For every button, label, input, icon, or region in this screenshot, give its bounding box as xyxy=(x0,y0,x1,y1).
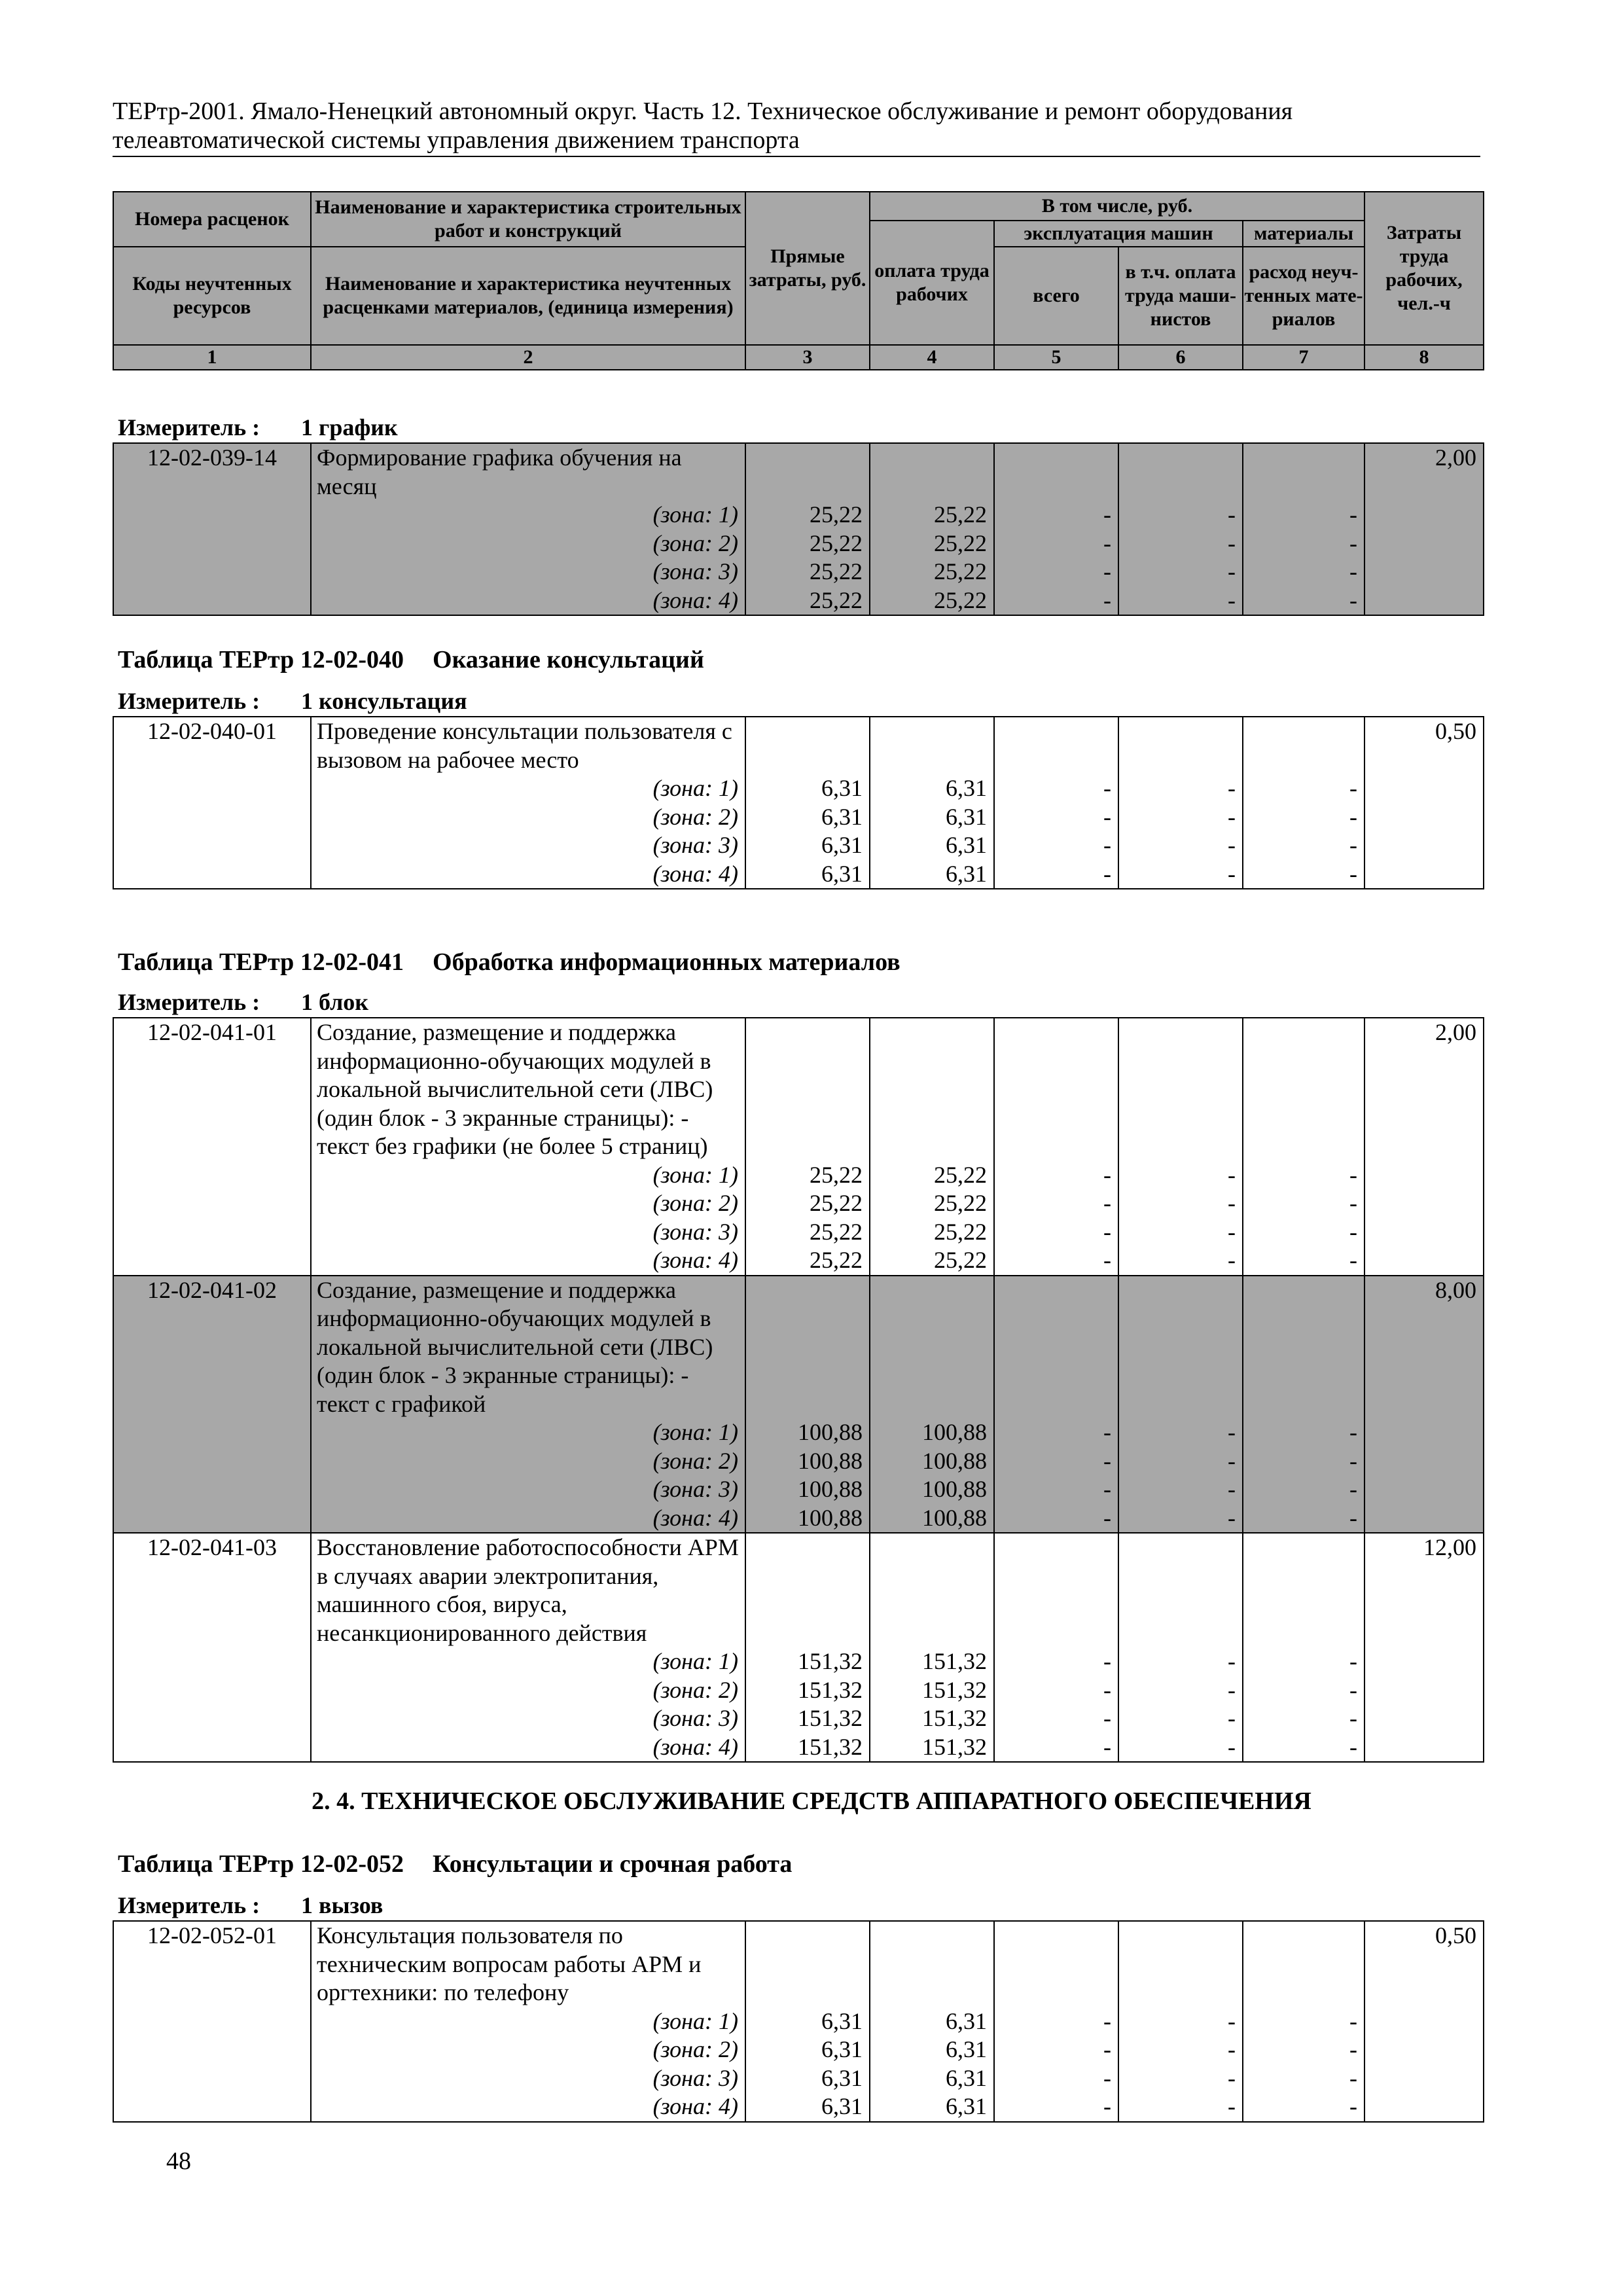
dash-value: - xyxy=(1228,1733,1236,1760)
value-cell xyxy=(1118,717,1243,889)
table-title-name: Оказание консультаций xyxy=(433,646,704,673)
labor-pay-value: 151,32 xyxy=(922,1676,987,1703)
value-cell xyxy=(994,1276,1118,1534)
labor-hours: 2,00 xyxy=(1364,1018,1484,1276)
labor-hours: 8,00 xyxy=(1364,1276,1484,1534)
value-cell xyxy=(745,1276,870,1534)
dash-value: - xyxy=(1228,1190,1236,1216)
rate-description xyxy=(311,1921,745,2122)
direct-cost-value: 6,31 xyxy=(821,2093,863,2119)
direct-cost-value: 25,22 xyxy=(810,1218,863,1245)
measure-label: Измеритель : xyxy=(118,414,260,440)
dash-value: - xyxy=(1228,2064,1236,2091)
direct-cost-value: 25,22 xyxy=(810,1190,863,1216)
labor-pay-value: 100,88 xyxy=(922,1447,987,1474)
value-cell xyxy=(870,1018,994,1276)
dash-value: - xyxy=(1103,1476,1111,1502)
description-text: Проведение консультации пользователя с вызовом на рабочее место xyxy=(317,718,732,773)
dash-value: - xyxy=(1103,803,1111,830)
dash-value: - xyxy=(1349,1476,1357,1502)
dash-value: - xyxy=(1228,529,1236,556)
dash-value: - xyxy=(1228,1676,1236,1703)
labor-pay-value: 25,22 xyxy=(934,1247,987,1273)
col4-header: оплата труда рабочих xyxy=(870,221,994,345)
labor-pay-value: 25,22 xyxy=(934,1161,987,1188)
labor-pay-value: 25,22 xyxy=(934,586,987,613)
value-cell xyxy=(994,1533,1118,1762)
rate-description xyxy=(311,1018,745,1276)
measure-value: 1 вызов xyxy=(301,1892,383,1918)
rate-description xyxy=(311,717,745,889)
value-cell xyxy=(1118,1921,1243,2122)
labor-pay-value: 25,22 xyxy=(934,529,987,556)
table-title-code: Таблица ТЕРтр 12-02-040 xyxy=(118,646,404,673)
dash-value: - xyxy=(1228,2007,1236,2034)
dash-value: - xyxy=(1349,1705,1357,1731)
zone-label: (зона: 4) xyxy=(652,860,738,887)
table-title xyxy=(118,1850,792,1878)
direct-cost-value: 100,88 xyxy=(798,1419,863,1445)
col7-header: расход неуч-тенных мате-риалов xyxy=(1243,247,1364,345)
measure-label: Измеритель : xyxy=(118,989,260,1015)
measure-label: Измеритель : xyxy=(118,1892,260,1918)
rate-code: 12-02-041-03 xyxy=(113,1533,311,1762)
labor-pay-value: 6,31 xyxy=(946,860,987,887)
labor-pay-value: 6,31 xyxy=(946,2036,987,2062)
dash-value: - xyxy=(1349,803,1357,830)
dash-value: - xyxy=(1349,2093,1357,2119)
col2-header-a: Наименование и характеристика строительных работ и конструкций xyxy=(311,192,745,247)
rate-description xyxy=(311,1276,745,1534)
zone-label: (зона: 2) xyxy=(652,529,738,556)
value-cell xyxy=(870,1276,994,1534)
table-title xyxy=(118,948,901,977)
dash-value: - xyxy=(1228,1705,1236,1731)
header-line-2: телеавтоматической системы управления движением транспорта xyxy=(113,126,800,154)
value-cell xyxy=(1243,1276,1364,1534)
value-cell xyxy=(1243,443,1364,615)
dash-value: - xyxy=(1103,1247,1111,1273)
zone-label: (зона: 2) xyxy=(652,803,738,830)
value-cell xyxy=(745,1018,870,1276)
zone-label: (зона: 1) xyxy=(652,775,738,801)
dash-value: - xyxy=(1349,586,1357,613)
rates-table xyxy=(113,1920,1484,2123)
table-row xyxy=(113,1533,1484,1762)
rates-table xyxy=(113,442,1484,616)
dash-value: - xyxy=(1228,1419,1236,1445)
rate-code: 12-02-041-01 xyxy=(113,1018,311,1276)
dash-value: - xyxy=(1103,832,1111,858)
header-line-1: ТЕРтр-2001. Ямало-Ненецкий автономный округ. Часть 12. Техническое обслуживание и ремонт оборудования xyxy=(113,98,1293,125)
direct-cost-value: 25,22 xyxy=(810,558,863,584)
dash-value: - xyxy=(1349,529,1357,556)
rate-code: 12-02-039-14 xyxy=(113,443,311,615)
zone-label: (зона: 3) xyxy=(652,1476,738,1502)
dash-value: - xyxy=(1228,2093,1236,2119)
dash-value: - xyxy=(1103,1161,1111,1188)
dash-value: - xyxy=(1228,1247,1236,1273)
dash-value: - xyxy=(1103,2007,1111,2034)
dash-value: - xyxy=(1103,1733,1111,1760)
description-text: Создание, размещение и поддержка информационно-обучающих модулей в локальной вычислительной сети (ЛВС) (один блок - 3 экранные страницы): - текст без графики (не более 5 страниц) xyxy=(317,1019,713,1159)
incl-header: В том числе, руб. xyxy=(870,192,1364,221)
table-row xyxy=(113,443,1484,615)
zone-label: (зона: 3) xyxy=(652,832,738,858)
dash-value: - xyxy=(1103,1504,1111,1531)
labor-pay-value: 151,32 xyxy=(922,1648,987,1674)
col1-header-b: Коды неучтенных ресурсов xyxy=(113,247,311,345)
direct-cost-value: 6,31 xyxy=(821,775,863,801)
value-cell xyxy=(1243,1533,1364,1762)
col-num: 6 xyxy=(1118,345,1243,370)
zone-label: (зона: 3) xyxy=(652,1218,738,1245)
dash-value: - xyxy=(1228,775,1236,801)
dash-value: - xyxy=(1103,2036,1111,2062)
dash-value: - xyxy=(1349,1190,1357,1216)
dash-value: - xyxy=(1349,860,1357,887)
dash-value: - xyxy=(1349,1247,1357,1273)
dash-value: - xyxy=(1349,1161,1357,1188)
dash-value: - xyxy=(1349,775,1357,801)
rate-description xyxy=(311,443,745,615)
dash-value: - xyxy=(1349,558,1357,584)
dash-value: - xyxy=(1349,1733,1357,1760)
value-cell xyxy=(745,717,870,889)
zone-label: (зона: 2) xyxy=(652,1447,738,1474)
measure-value: 1 график xyxy=(301,414,398,440)
measure-value: 1 консультация xyxy=(301,688,467,714)
value-cell xyxy=(870,717,994,889)
dash-value: - xyxy=(1228,803,1236,830)
dash-value: - xyxy=(1349,2007,1357,2034)
col-num: 2 xyxy=(311,345,745,370)
labor-pay-value: 100,88 xyxy=(922,1419,987,1445)
labor-pay-value: 6,31 xyxy=(946,832,987,858)
description-text: Консультация пользователя по техническим вопросам работы АРМ и оргтехники: по телефону xyxy=(317,1922,702,2005)
col2-header-b: Наименование и характеристика неучтенных расценками материалов, (единица измерения) xyxy=(311,247,745,345)
measure-line xyxy=(118,988,368,1016)
dash-value: - xyxy=(1103,501,1111,528)
materials-header: материалы xyxy=(1243,221,1364,247)
dash-value: - xyxy=(1228,832,1236,858)
direct-cost-value: 25,22 xyxy=(810,1161,863,1188)
value-cell xyxy=(1243,717,1364,889)
dash-value: - xyxy=(1349,2036,1357,2062)
labor-pay-value: 25,22 xyxy=(934,501,987,528)
dash-value: - xyxy=(1349,1419,1357,1445)
col-num: 3 xyxy=(745,345,870,370)
zone-label: (зона: 2) xyxy=(652,1676,738,1703)
labor-hours: 0,50 xyxy=(1364,717,1484,889)
labor-pay-value: 6,31 xyxy=(946,2007,987,2034)
direct-cost-value: 6,31 xyxy=(821,2007,863,2034)
dash-value: - xyxy=(1103,775,1111,801)
labor-pay-value: 6,31 xyxy=(946,2064,987,2091)
page-number: 48 xyxy=(166,2147,191,2175)
dash-value: - xyxy=(1103,586,1111,613)
dash-value: - xyxy=(1228,2036,1236,2062)
value-cell xyxy=(994,443,1118,615)
labor-pay-value: 6,31 xyxy=(946,803,987,830)
value-cell xyxy=(745,1533,870,1762)
table-row xyxy=(113,1276,1484,1534)
column-header-table xyxy=(113,191,1484,370)
direct-cost-value: 6,31 xyxy=(821,2064,863,2091)
zone-label: (зона: 1) xyxy=(652,1161,738,1188)
value-cell xyxy=(994,1018,1118,1276)
value-cell xyxy=(745,443,870,615)
dash-value: - xyxy=(1103,529,1111,556)
dash-value: - xyxy=(1103,1676,1111,1703)
direct-cost-value: 6,31 xyxy=(821,832,863,858)
dash-value: - xyxy=(1349,1648,1357,1674)
dash-value: - xyxy=(1228,1648,1236,1674)
table-title xyxy=(118,645,704,674)
description-text: Формирование графика обучения на месяц xyxy=(317,444,682,499)
labor-pay-value: 6,31 xyxy=(946,775,987,801)
measure-label: Измеритель : xyxy=(118,688,260,714)
dash-value: - xyxy=(1103,2093,1111,2119)
col5-header: всего xyxy=(994,247,1118,345)
running-header xyxy=(113,97,1480,157)
col1-header-a: Номера расценок xyxy=(113,192,311,247)
labor-pay-value: 25,22 xyxy=(934,1218,987,1245)
zone-label: (зона: 2) xyxy=(652,1190,738,1216)
value-cell xyxy=(1243,1921,1364,2122)
dash-value: - xyxy=(1349,832,1357,858)
rate-code: 12-02-040-01 xyxy=(113,717,311,889)
table-row xyxy=(113,717,1484,889)
dash-value: - xyxy=(1228,586,1236,613)
value-cell xyxy=(994,1921,1118,2122)
col6-header: в т.ч. оплата труда маши-нистов xyxy=(1118,247,1243,345)
direct-cost-value: 100,88 xyxy=(798,1447,863,1474)
dash-value: - xyxy=(1103,1190,1111,1216)
section-heading: 2. 4. ТЕХНИЧЕСКОЕ ОБСЛУЖИВАНИЕ СРЕДСТВ АППАРАТНОГО ОБЕСПЕЧЕНИЯ xyxy=(312,1787,1311,1815)
zone-label: (зона: 1) xyxy=(652,1419,738,1445)
direct-cost-value: 6,31 xyxy=(821,860,863,887)
dash-value: - xyxy=(1228,1504,1236,1531)
zone-label: (зона: 4) xyxy=(652,586,738,613)
dash-value: - xyxy=(1103,1218,1111,1245)
dash-value: - xyxy=(1103,1705,1111,1731)
col3-header: Прямые затраты, руб. xyxy=(745,192,870,345)
measure-line xyxy=(118,687,467,715)
labor-pay-value: 100,88 xyxy=(922,1476,987,1502)
value-cell xyxy=(870,443,994,615)
direct-cost-value: 100,88 xyxy=(798,1504,863,1531)
description-text: Создание, размещение и поддержка информационно-обучающих модулей в локальной вычислительной сети (ЛВС) (один блок - 3 экранные страницы): - текст с графикой xyxy=(317,1276,713,1417)
value-cell xyxy=(1243,1018,1364,1276)
direct-cost-value: 151,32 xyxy=(798,1733,863,1760)
dash-value: - xyxy=(1228,1447,1236,1474)
zone-label: (зона: 1) xyxy=(652,501,738,528)
table-title-code: Таблица ТЕРтр 12-02-052 xyxy=(118,1850,404,1878)
dash-value: - xyxy=(1228,558,1236,584)
measure-value: 1 блок xyxy=(301,989,369,1015)
rate-code: 12-02-041-02 xyxy=(113,1276,311,1534)
dash-value: - xyxy=(1103,1419,1111,1445)
measure-line xyxy=(118,414,398,441)
labor-pay-value: 100,88 xyxy=(922,1504,987,1531)
dash-value: - xyxy=(1349,1218,1357,1245)
labor-pay-value: 151,32 xyxy=(922,1733,987,1760)
table-title-name: Обработка информационных материалов xyxy=(433,948,901,976)
dash-value: - xyxy=(1228,1476,1236,1502)
table-title-name: Консультации и срочная работа xyxy=(433,1850,793,1878)
value-cell xyxy=(870,1533,994,1762)
col-num: 5 xyxy=(994,345,1118,370)
zone-label: (зона: 3) xyxy=(652,558,738,584)
direct-cost-value: 151,32 xyxy=(798,1648,863,1674)
labor-pay-value: 25,22 xyxy=(934,558,987,584)
labor-pay-value: 25,22 xyxy=(934,1190,987,1216)
table-row xyxy=(113,1921,1484,2122)
dash-value: - xyxy=(1228,501,1236,528)
direct-cost-value: 6,31 xyxy=(821,2036,863,2062)
labor-pay-value: 151,32 xyxy=(922,1705,987,1731)
dash-value: - xyxy=(1228,1161,1236,1188)
value-cell xyxy=(994,717,1118,889)
value-cell xyxy=(1118,1018,1243,1276)
rates-table xyxy=(113,1017,1484,1763)
value-cell xyxy=(745,1921,870,2122)
dash-value: - xyxy=(1349,1504,1357,1531)
zone-label: (зона: 1) xyxy=(652,1648,738,1674)
dash-value: - xyxy=(1103,1648,1111,1674)
col8-header: Затраты труда рабочих, чел.-ч xyxy=(1364,192,1484,345)
labor-hours: 12,00 xyxy=(1364,1533,1484,1762)
direct-cost-value: 100,88 xyxy=(798,1476,863,1502)
description-text: Восстановление работоспособности АРМ в случаях аварии электропитания, машинного сбоя, вируса, несанкционированного действия xyxy=(317,1534,739,1646)
dash-value: - xyxy=(1349,1447,1357,1474)
dash-value: - xyxy=(1228,860,1236,887)
direct-cost-value: 25,22 xyxy=(810,1247,863,1273)
zone-label: (зона: 4) xyxy=(652,1504,738,1531)
rate-description xyxy=(311,1533,745,1762)
zone-label: (зона: 1) xyxy=(652,2007,738,2034)
labor-pay-value: 6,31 xyxy=(946,2093,987,2119)
measure-line xyxy=(118,1892,383,1919)
dash-value: - xyxy=(1103,1447,1111,1474)
col-num: 1 xyxy=(113,345,311,370)
zone-label: (зона: 4) xyxy=(652,1247,738,1273)
dash-value: - xyxy=(1349,2064,1357,2091)
dash-value: - xyxy=(1103,860,1111,887)
table-title-code: Таблица ТЕРтр 12-02-041 xyxy=(118,948,404,976)
dash-value: - xyxy=(1349,501,1357,528)
col-num: 7 xyxy=(1243,345,1364,370)
direct-cost-value: 25,22 xyxy=(810,501,863,528)
rates-table xyxy=(113,716,1484,889)
value-cell xyxy=(1118,443,1243,615)
table-row xyxy=(113,1018,1484,1276)
rate-code: 12-02-052-01 xyxy=(113,1921,311,2122)
dash-value: - xyxy=(1103,2064,1111,2091)
dash-value: - xyxy=(1228,1218,1236,1245)
labor-hours: 2,00 xyxy=(1364,443,1484,615)
col-num: 4 xyxy=(870,345,994,370)
direct-cost-value: 25,22 xyxy=(810,586,863,613)
zone-label: (зона: 3) xyxy=(652,1705,738,1731)
value-cell xyxy=(1118,1533,1243,1762)
value-cell xyxy=(1118,1276,1243,1534)
labor-hours: 0,50 xyxy=(1364,1921,1484,2122)
dash-value: - xyxy=(1103,558,1111,584)
zone-label: (зона: 2) xyxy=(652,2036,738,2062)
direct-cost-value: 6,31 xyxy=(821,803,863,830)
dash-value: - xyxy=(1349,1676,1357,1703)
direct-cost-value: 151,32 xyxy=(798,1705,863,1731)
direct-cost-value: 25,22 xyxy=(810,529,863,556)
direct-cost-value: 151,32 xyxy=(798,1676,863,1703)
value-cell xyxy=(870,1921,994,2122)
zone-label: (зона: 4) xyxy=(652,1733,738,1760)
machines-header: эксплуатация машин xyxy=(994,221,1243,247)
zone-label: (зона: 4) xyxy=(652,2093,738,2119)
zone-label: (зона: 3) xyxy=(652,2064,738,2091)
col-num: 8 xyxy=(1364,345,1484,370)
